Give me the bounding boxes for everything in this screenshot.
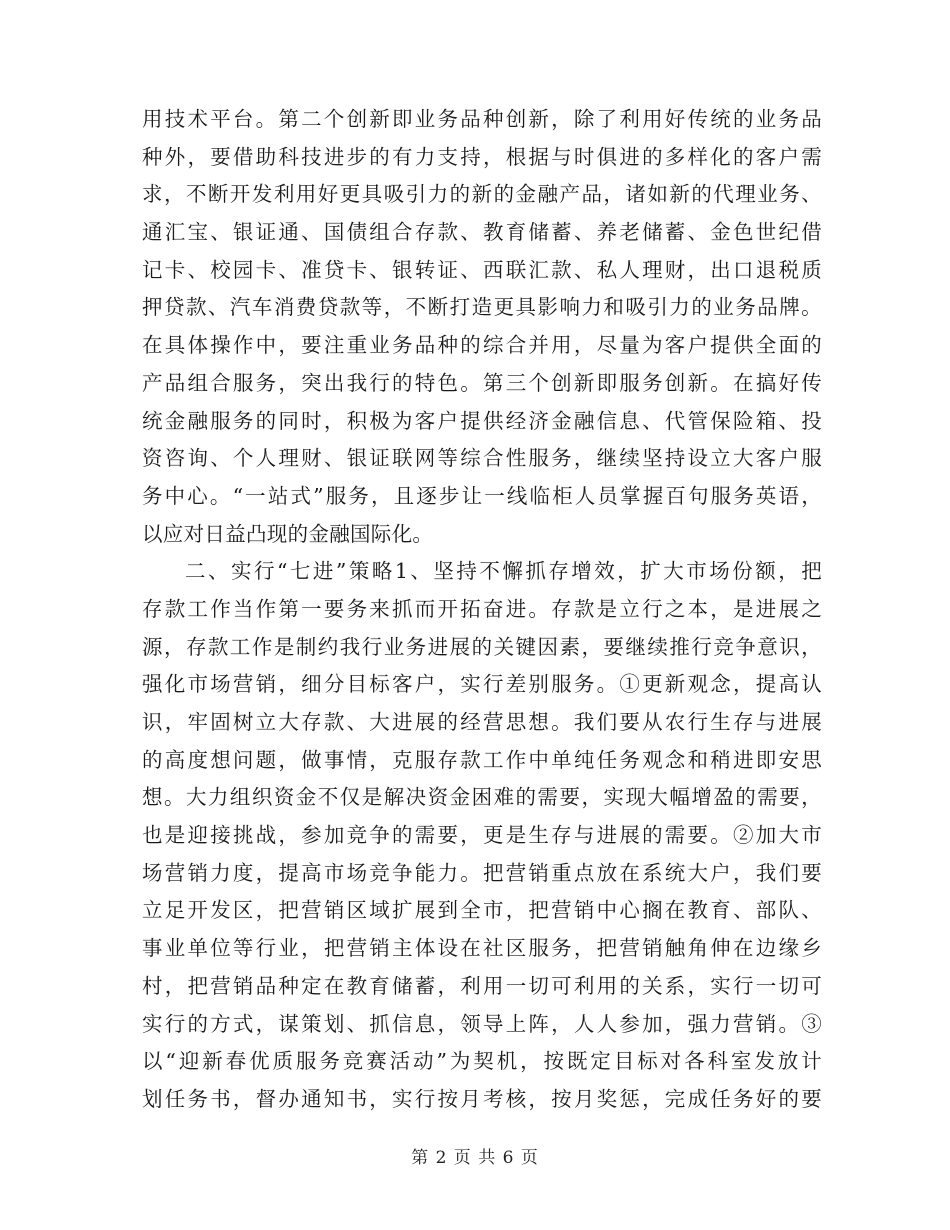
text-line: 源，存款工作是制约我行业务进展的关键因素，要继续推行竞争意识， [142,634,822,659]
text-line: 实行的方式，谋策划、抓信息，领导上阵，人人参加，强力营销。③ [142,1011,822,1036]
text-line: 强化市场营销，细分目标客户，实行差别服务。①更新观念，提高认 [142,672,822,697]
text-line: 务中心。“一站式”服务，且逐步让一线临柜人员掌握百句服务英语， [142,483,822,508]
text-line: 识，牢固树立大存款、大进展的经营思想。我们要从农行生存与进展 [142,710,822,734]
text-line: 通汇宝、银证通、国债组合存款、教育储蓄、养老储蓄、金色世纪借 [142,220,822,245]
text-line: 统金融服务的同时，积极为客户提供经济金融信息、代管保险箱、投 [142,408,822,433]
body-text [142,101,822,1119]
text-line: 记卡、校园卡、准贷卡、银转证、西联汇款、私人理财，出口退税质 [142,257,822,282]
text-line: 事业单位等行业，把营销主体设在社区服务，把营销触角伸在边缘乡 [142,936,822,961]
text-line: 划任务书，督办通知书，实行按月考核，按月奖惩，完成任务好的要 [142,1086,822,1111]
text-line: 想。大力组织资金不仅是解决资金困难的需要，实现大幅增盈的需要， [142,785,822,810]
text-line: 种外，要借助科技进步的有力支持，根据与时俱进的多样化的客户需 [142,144,822,169]
text-line: 存款工作当作第一要务来抓而开拓奋进。存款是立行之本，是进展之 [142,596,822,621]
text-line: 场营销力度，提高市场竞争能力。把营销重点放在系统大户，我们要 [142,860,822,885]
text-line: 产品组合服务，突出我行的特色。第三个创新即服务创新。在搞好传 [142,370,822,395]
text-line: 在具体操作中，要注重业务品种的综合并用，尽量为客户提供全面的 [142,333,822,358]
paragraph-first-line: 二、实行“七进”策略1、坚持不懈抓存增效，扩大市场份额，把 [185,559,822,584]
text-line: 村，把营销品种定在教育储蓄，利用一切可利用的关系，实行一切可 [142,973,822,998]
text-line: 用技术平台。第二个创新即业务品种创新，除了利用好传统的业务品 [142,107,822,131]
text-line: 以“迎新春优质服务竞赛活动”为契机，按既定目标对各科室发放计 [142,1049,822,1074]
text-line: 的高度想问题，做事情，克服存款工作中单纯任务观念和稍进即安思 [142,747,822,772]
text-line: 以应对日益凸现的金融国际化。 [142,521,434,546]
text-line: 求，不断开发利用好更具吸引力的新的金融产品，诸如新的代理业务、 [142,182,822,207]
page-number-footer: 第 2 页 共 6 页 [411,1148,539,1168]
text-line: 也是迎接挑战，参加竞争的需要，更是生存与进展的需要。②加大市 [142,823,822,848]
text-line: 立足开发区，把营销区域扩展到全市，把营销中心搁在教育、部队、 [142,898,822,923]
text-line: 押贷款、汽车消费贷款等，不断打造更具影响力和吸引力的业务品牌。 [142,295,822,320]
text-line: 资咨询、个人理财、银证联网等综合性服务，继续坚持设立大客户服 [142,446,822,471]
